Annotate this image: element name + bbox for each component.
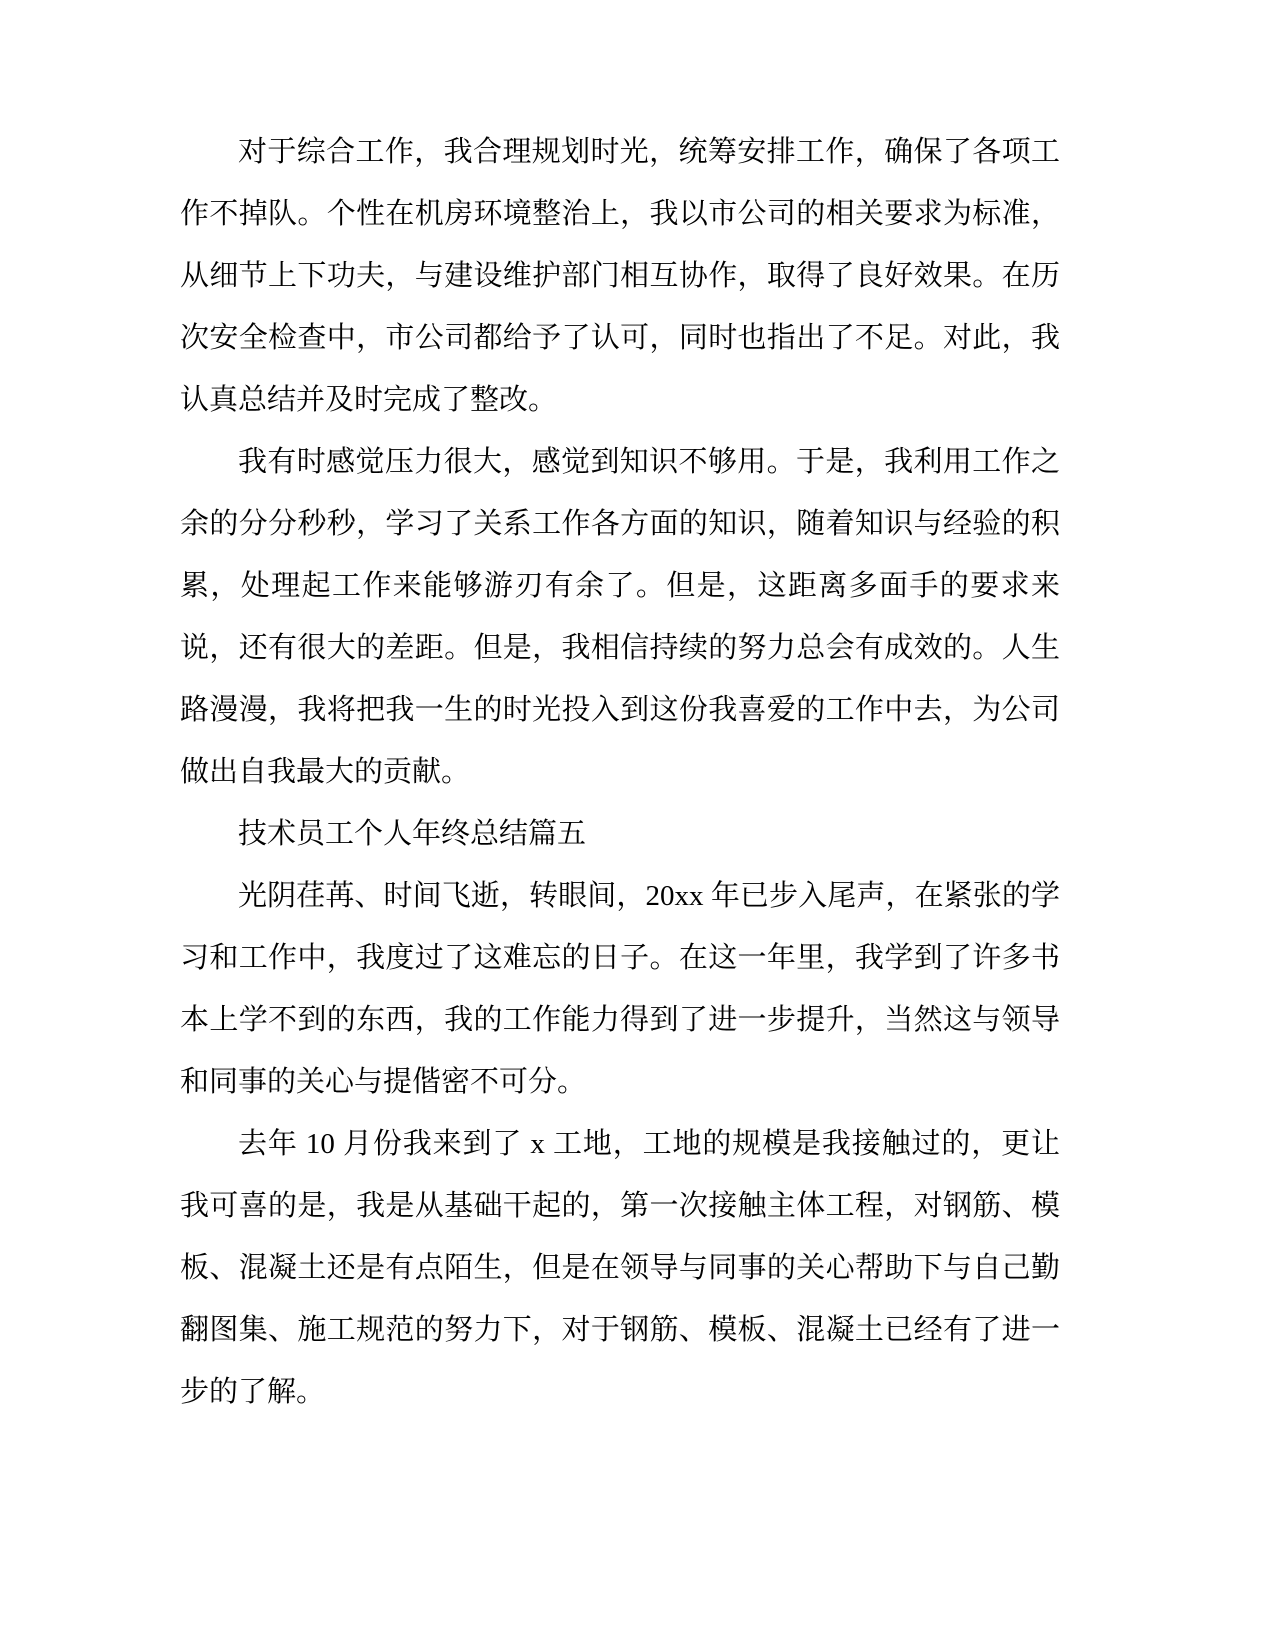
section-heading-part-five: 技术员工个人年终总结篇五	[238, 818, 587, 850]
paragraph-year-review: 光阴荏苒、时间飞逝，转眼间，20xx 年已步入尾声，在紧张的学习和工作中，我度过了这难忘的日子。在这一年里，我学到了许多书本上学不到的东西，我的工作能力得到了进一步提升，当然这与领导和同事的关心与提偕密不可分。	[180, 880, 1060, 1098]
paragraph-construction-site: 去年 10 月份我来到了 x 工地，工地的规模是我接触过的，更让我可喜的是，我是从基础干起的，第一次接触主体工程，对钢筋、模板、混凝土还是有点陌生，但是在领导与同事的关心帮助下与自己勤翻图集、施工规范的努力下，对于钢筋、模板、混凝土已经有了进一步的了解。	[180, 1128, 1060, 1408]
document-body	[180, 121, 1060, 1423]
paragraph-comprehensive-work: 对于综合工作，我合理规划时光，统筹安排工作，确保了各项工作不掉队。个性在机房环境整治上，我以市公司的相关要求为标准，从细节上下功夫，与建设维护部门相互协作，取得了良好效果。在历次安全检查中，市公司都给予了认可，同时也指出了不足。对此，我认真总结并及时完成了整改。	[180, 136, 1060, 416]
paragraph-pressure-learning: 我有时感觉压力很大，感觉到知识不够用。于是，我利用工作之余的分分秒秒，学习了关系工作各方面的知识，随着知识与经验的积累，处理起工作来能够游刃有余了。但是，这距离多面手的要求来说，还有很大的差距。但是，我相信持续的努力总会有成效的。人生路漫漫，我将把我一生的时光投入到这份我喜爱的工作中去，为公司做出自我最大的贡献。	[180, 446, 1060, 788]
